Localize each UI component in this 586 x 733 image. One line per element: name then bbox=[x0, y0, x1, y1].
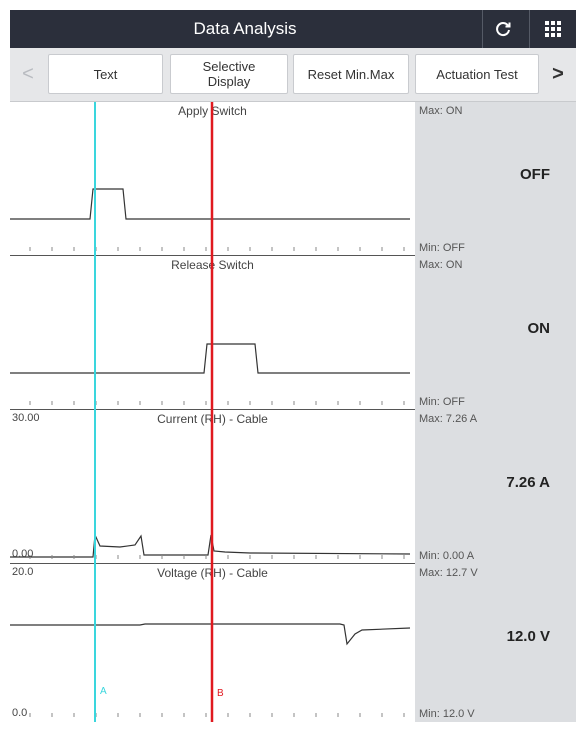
min-label: Min: OFF bbox=[419, 396, 465, 408]
graph-panel-voltage[interactable] bbox=[10, 564, 576, 722]
y-axis-min: 0.00 bbox=[12, 548, 34, 560]
toolbar-prev-arrow[interactable]: < bbox=[22, 63, 34, 85]
current-value: ON bbox=[527, 320, 550, 337]
y-axis-min: 0.0 bbox=[12, 707, 28, 719]
value-sidebar bbox=[415, 256, 576, 410]
current-value: OFF bbox=[520, 166, 550, 183]
max-label: Max: ON bbox=[419, 105, 463, 117]
app-header bbox=[10, 10, 576, 48]
panel-title: Current (RH) - Cable bbox=[157, 412, 268, 426]
graph-panel-current[interactable] bbox=[10, 410, 576, 564]
graph-panel-release-switch[interactable] bbox=[10, 256, 576, 410]
voltage-trace bbox=[10, 624, 410, 644]
max-label: Max: 7.26 A bbox=[419, 413, 478, 425]
release-switch-plot bbox=[10, 256, 415, 410]
page-title: Data Analysis bbox=[193, 19, 297, 38]
x-axis-ticks bbox=[30, 713, 404, 717]
selective-display-label: Selective Display bbox=[202, 59, 256, 89]
voltage-plot bbox=[10, 564, 415, 722]
refresh-icon bbox=[493, 19, 513, 39]
min-label: Min: 12.0 V bbox=[419, 708, 475, 720]
release-switch-trace bbox=[10, 344, 410, 373]
current-plot bbox=[10, 410, 415, 564]
x-axis-ticks bbox=[30, 247, 404, 251]
panel-title: Release Switch bbox=[171, 258, 254, 272]
text-button[interactable]: Text bbox=[48, 54, 163, 94]
toolbar-next-arrow[interactable]: > bbox=[552, 63, 564, 85]
refresh-button[interactable] bbox=[482, 10, 523, 48]
x-axis-ticks bbox=[30, 401, 404, 405]
max-label: Max: 12.7 V bbox=[419, 567, 478, 579]
graph-panel-apply-switch[interactable] bbox=[10, 102, 576, 256]
cursor-b-label: B bbox=[217, 688, 224, 699]
max-label: Max: ON bbox=[419, 259, 463, 271]
current-value: 12.0 V bbox=[506, 628, 550, 645]
graph-area bbox=[10, 102, 576, 722]
current-value: 7.26 A bbox=[506, 474, 550, 491]
y-axis-max: 30.00 bbox=[12, 412, 40, 424]
min-label: Min: OFF bbox=[419, 242, 465, 254]
apply-switch-plot bbox=[10, 102, 415, 256]
toolbar bbox=[10, 48, 576, 102]
min-label: Min: 0.00 A bbox=[419, 550, 475, 562]
current-trace bbox=[10, 535, 410, 557]
reset-min-max-button[interactable]: Reset Min.Max bbox=[293, 54, 409, 94]
actuation-test-button[interactable]: Actuation Test bbox=[415, 54, 539, 94]
panel-title: Apply Switch bbox=[178, 104, 247, 118]
grid-menu-icon bbox=[545, 21, 561, 37]
cursor-a-label: A bbox=[100, 686, 107, 697]
panel-title: Voltage (RH) - Cable bbox=[157, 566, 268, 580]
y-axis-max: 20.0 bbox=[12, 566, 34, 578]
selective-display-button[interactable] bbox=[170, 54, 288, 94]
value-sidebar bbox=[415, 102, 576, 256]
value-sidebar bbox=[415, 410, 576, 564]
value-sidebar bbox=[415, 564, 576, 722]
grid-menu-button[interactable] bbox=[529, 10, 576, 48]
apply-switch-trace bbox=[10, 189, 410, 219]
